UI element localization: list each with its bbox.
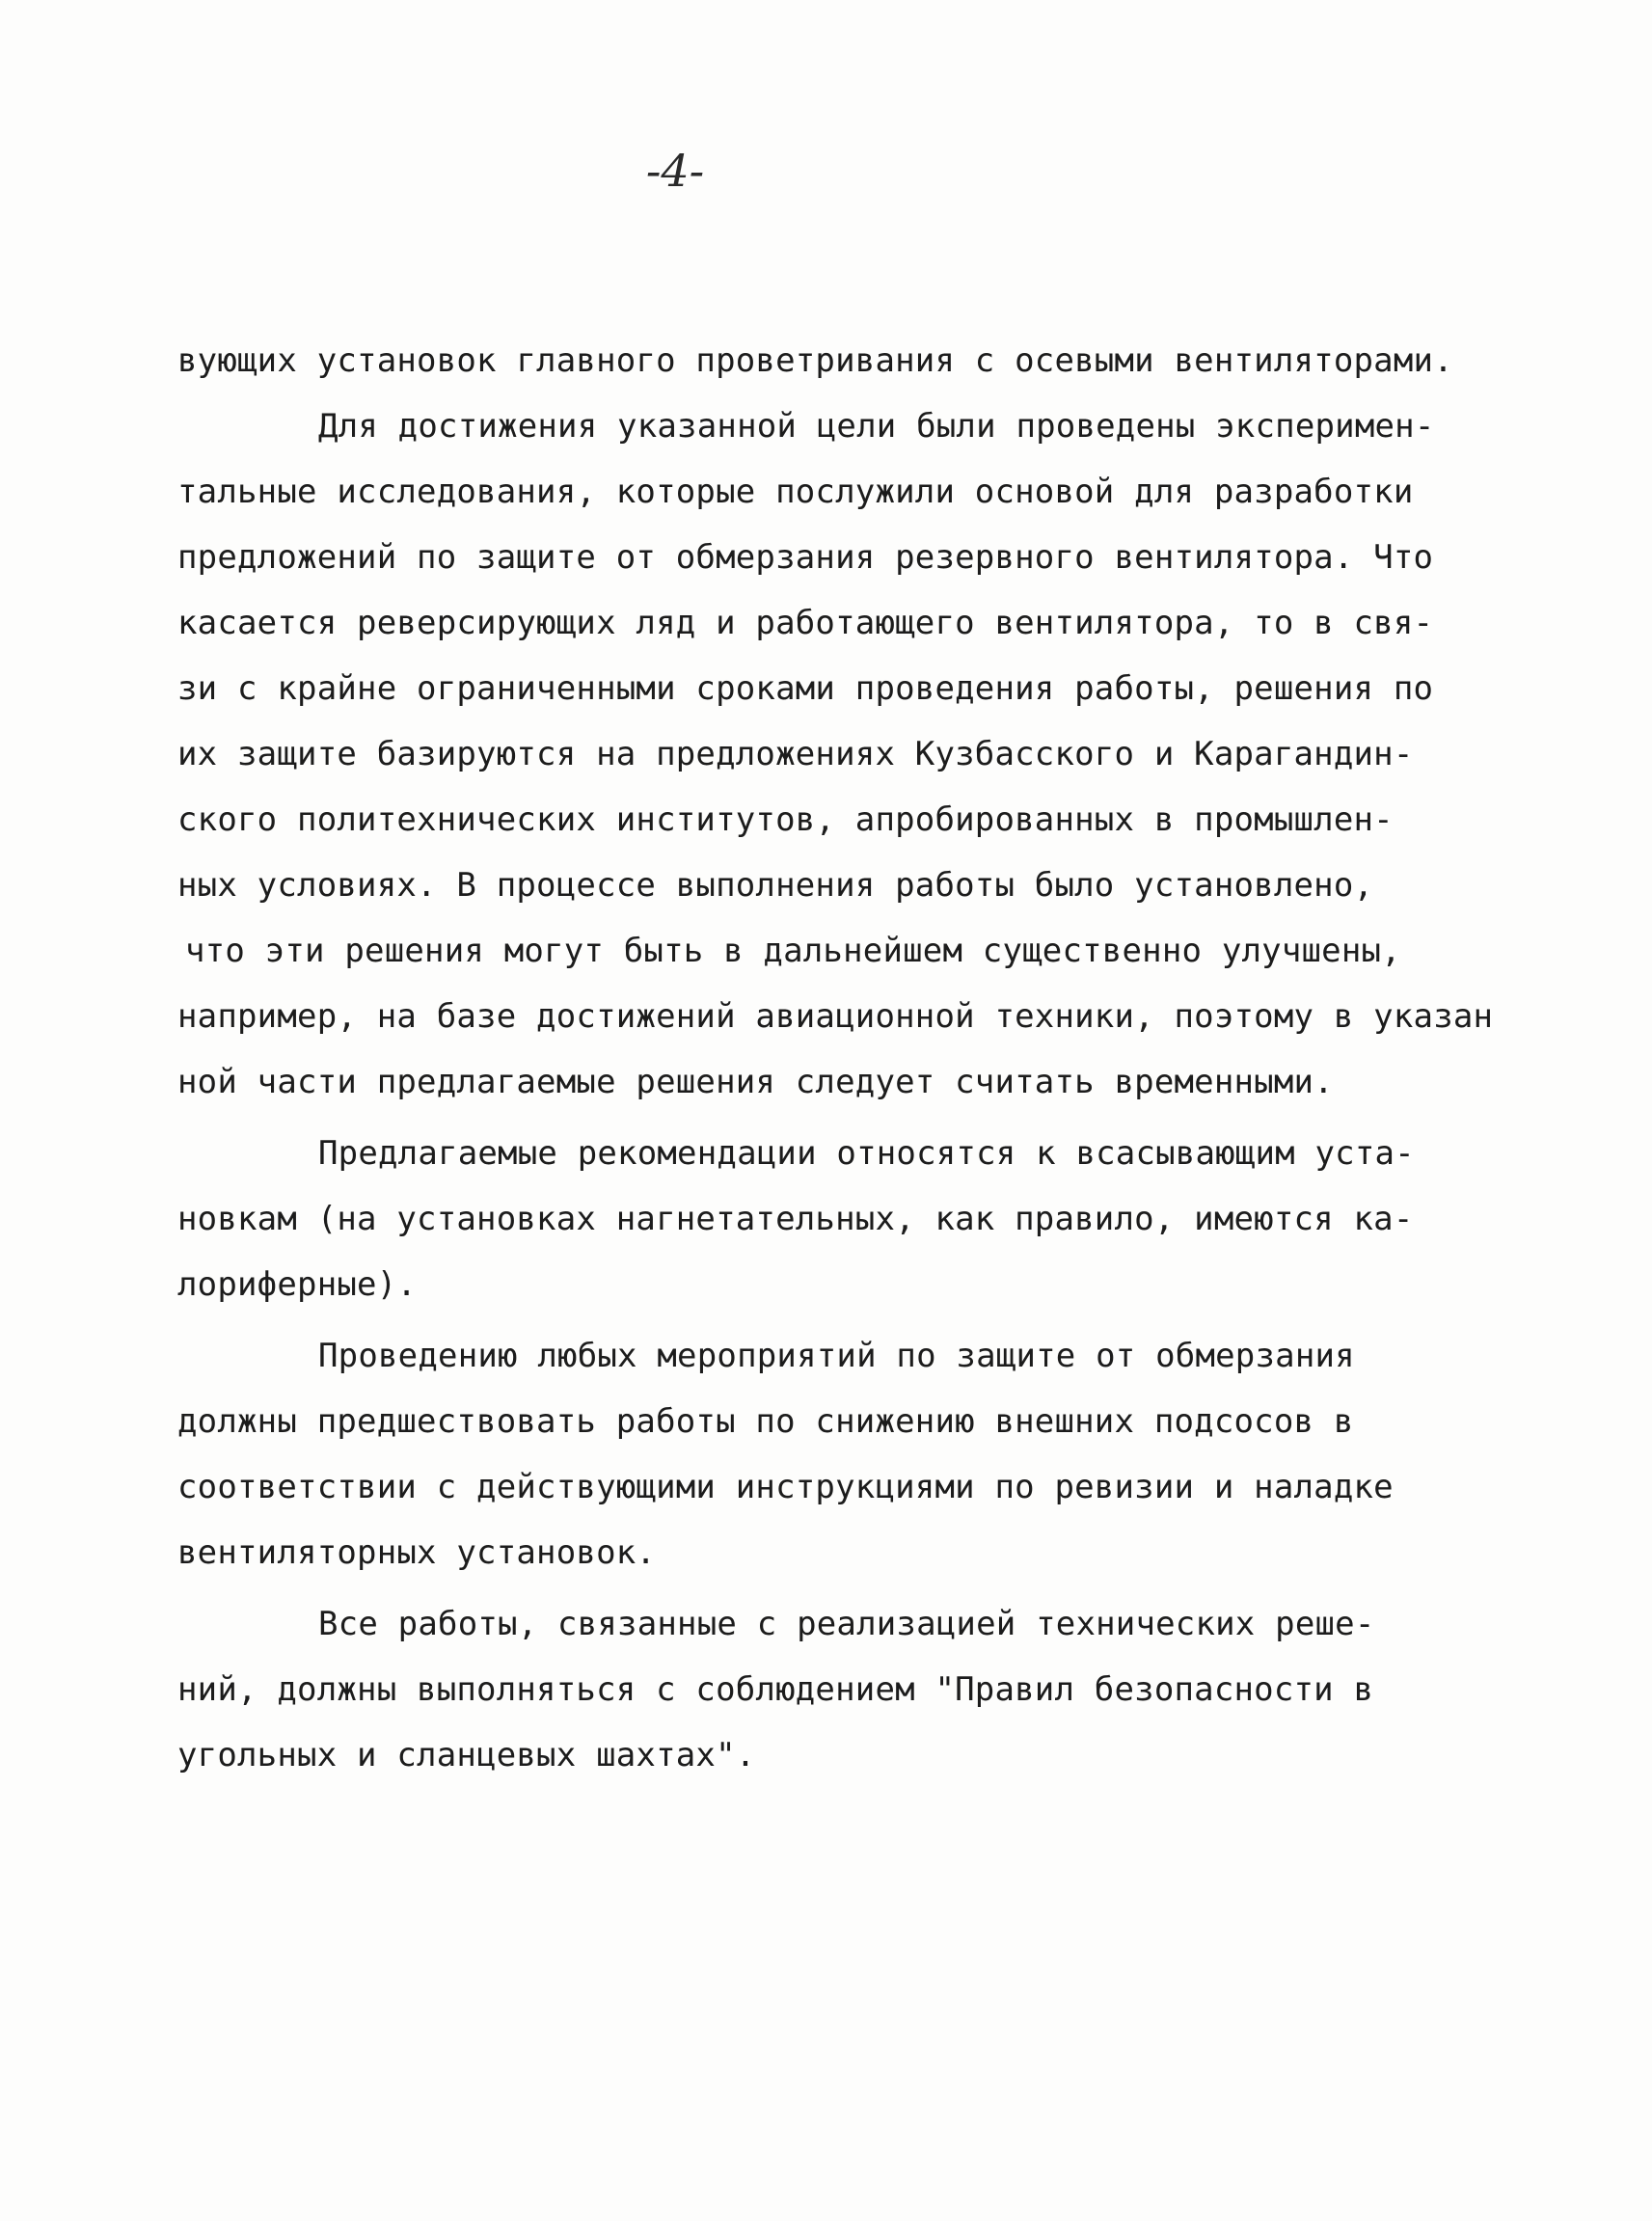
- text-line: зи с крайне ограниченными сроками проведения работы, решения по: [177, 669, 1434, 708]
- text-line: вентиляторных установок.: [177, 1533, 657, 1572]
- text-line: ского политехнических институтов, апробированных в промышлен-: [177, 800, 1394, 839]
- paragraph-start-line: Проведению любых мероприятий по защите от обмерзания: [318, 1337, 1355, 1375]
- text-line: новкам (на установках нагнетательных, как правило, имеются ка-: [177, 1200, 1414, 1238]
- text-line: ний, должны выполняться с соблюдением "Правил безопасности в: [177, 1670, 1374, 1709]
- text-line: ных условиях. В процессе выполнения работы было установлено,: [177, 866, 1374, 905]
- text-line: ной части предлагаемые решения следует считать временными.: [177, 1063, 1334, 1101]
- text-line: соответствии с действующими инструкциями по ревизии и наладке: [177, 1468, 1394, 1506]
- text-line: что эти решения могут быть в дальнейшем существенно улучшены,: [185, 932, 1401, 970]
- text-line: например, на базе достижений авиационной техники, поэтому в указан: [177, 997, 1494, 1036]
- text-line: тальные исследования, которые послужили основой для разработки: [177, 473, 1414, 511]
- paragraph-start-line: Предлагаемые рекомендации относятся к всасывающим уста-: [318, 1134, 1415, 1173]
- text-line: касается реверсирующих ляд и работающего вентилятора, то в свя-: [177, 604, 1434, 642]
- paragraph-start-line: Все работы, связанные с реализацией технических реше-: [318, 1605, 1375, 1643]
- paragraph-start-line: Для достижения указанной цели были проведены эксперимен-: [318, 407, 1435, 446]
- text-line: должны предшествовать работы по снижению внешних подсосов в: [177, 1402, 1354, 1441]
- text-line: вующих установок главного проветривания с осевыми вентиляторами.: [177, 341, 1453, 380]
- page-number: -4-: [645, 145, 705, 197]
- text-line: их защите базируются на предложениях Кузбасского и Карагандин-: [177, 735, 1414, 773]
- text-line: угольных и сланцевых шахтах".: [177, 1736, 756, 1774]
- body-text: [177, 328, 1508, 1788]
- text-line: лориферные).: [177, 1265, 418, 1304]
- text-line: предложений по защите от обмерзания резервного вентилятора. Что: [177, 538, 1434, 577]
